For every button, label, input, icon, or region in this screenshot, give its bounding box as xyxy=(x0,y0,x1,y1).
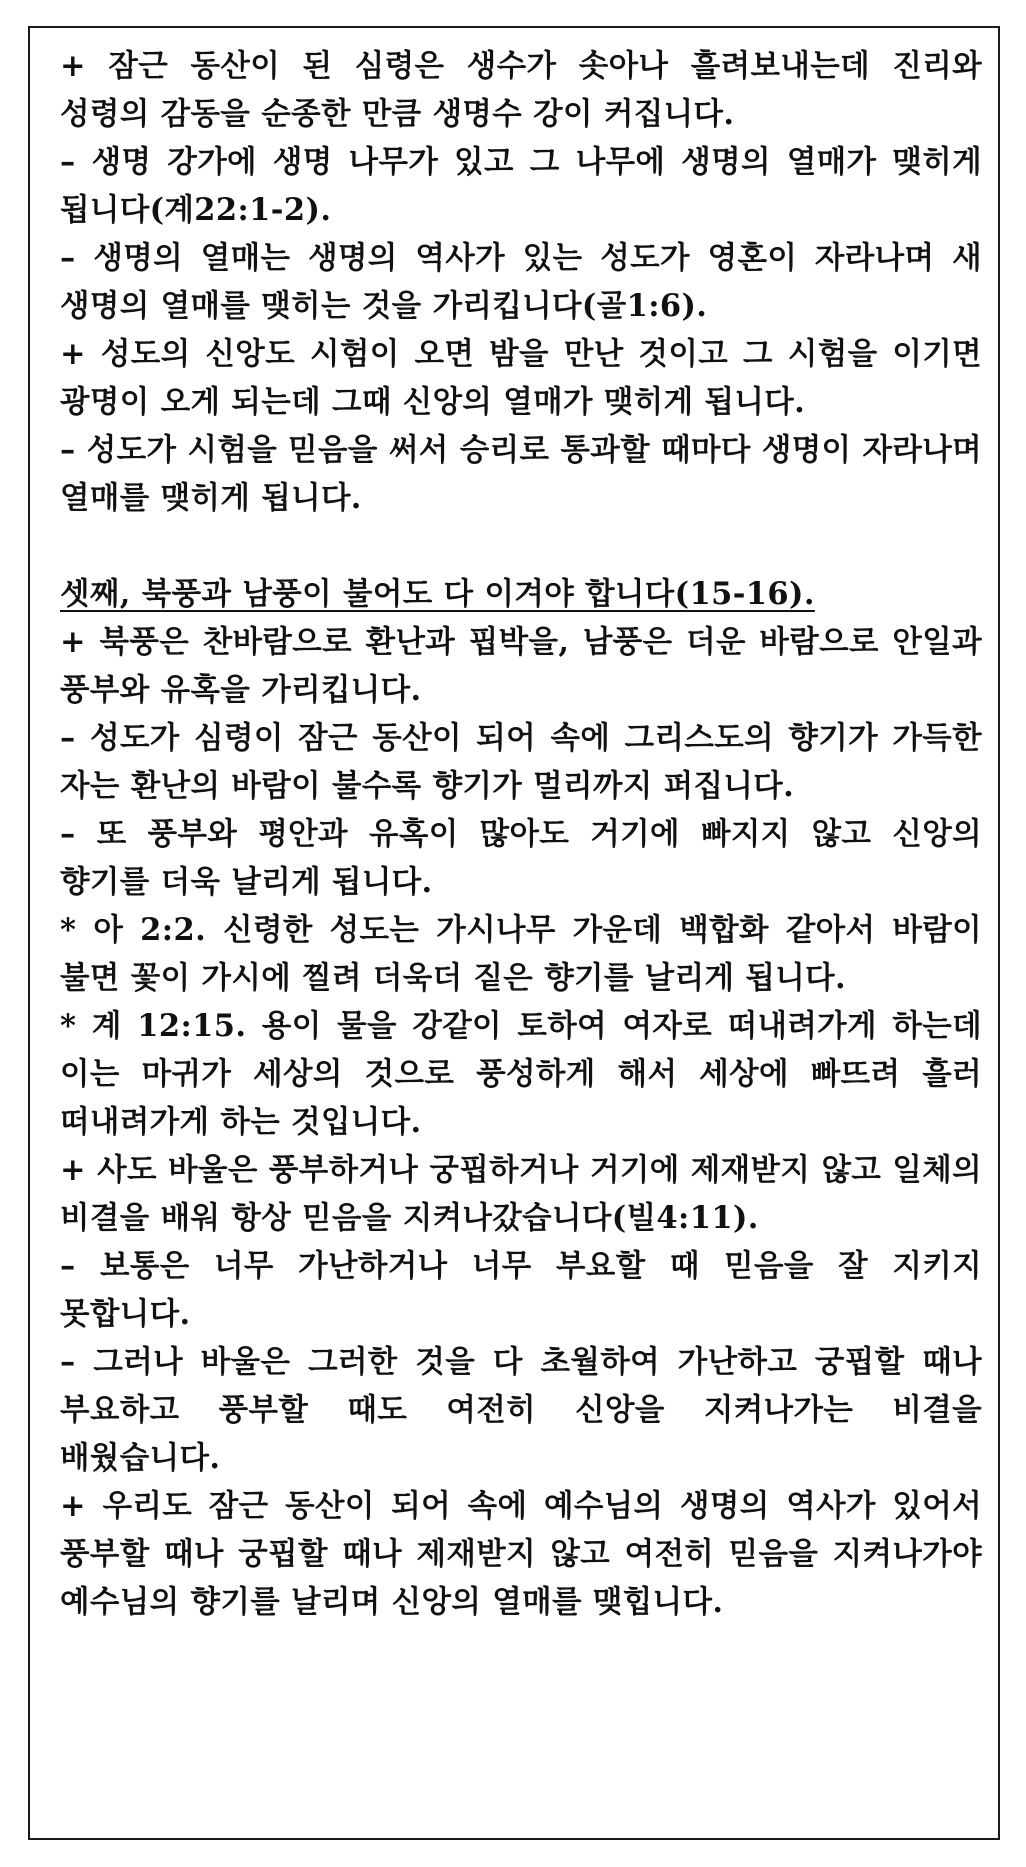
paragraph: – 보통은 너무 가난하거나 너무 부요할 때 믿음을 잘 지키지 못합니다. xyxy=(60,1248,982,1332)
paragraph: + 우리도 잠근 동산이 되어 속에 예수님의 생명의 역사가 있어서 풍부할 때나 궁핍할 때나 제재받지 않고 여전히 믿음을 지켜나가야 예수님의 향기를 날리며 신앙의 열매를 맺힙니다. xyxy=(60,1488,982,1620)
section-heading: 셋째, 북풍과 남풍이 불어도 다 이겨야 합니다(15-16). xyxy=(60,576,815,612)
document-frame xyxy=(28,26,1000,1840)
paragraph: + 성도의 신앙도 시험이 오면 밤을 만난 것이고 그 시험을 이기면 광명이 오게 되는데 그때 신앙의 열매가 맺히게 됩니다. xyxy=(60,336,982,420)
paragraph: – 생명의 열매는 생명의 역사가 있는 성도가 영혼이 자라나며 새 생명의 열매를 맺히는 것을 가리킵니다(골1:6). xyxy=(60,240,982,324)
document-body xyxy=(60,42,982,1626)
paragraph: – 그러나 바울은 그러한 것을 다 초월하여 가난하고 궁핍할 때나 부요하고 풍부할 때도 여전히 신앙을 지켜나가는 비결을 배웠습니다. xyxy=(60,1344,982,1476)
section-spacer xyxy=(60,522,982,570)
paragraph: + 사도 바울은 풍부하거나 궁핍하거나 거기에 제재받지 않고 일체의 비결을 배워 항상 믿음을 지켜나갔습니다(빌4:11). xyxy=(60,1152,982,1236)
paragraph: + 북풍은 찬바람으로 환난과 핍박을, 남풍은 더운 바람으로 안일과 풍부와 유혹을 가리킵니다. xyxy=(60,624,982,708)
paragraph: * 계 12:15. 용이 물을 강같이 토하여 여자로 떠내려가게 하는데 이는 마귀가 세상의 것으로 풍성하게 해서 세상에 빠뜨려 흘러 떠내려가게 하는 것입니다. xyxy=(60,1008,982,1140)
paragraph: + 잠근 동산이 된 심령은 생수가 솟아나 흘려보내는데 진리와 성령의 감동을 순종한 만큼 생명수 강이 커집니다. xyxy=(60,48,982,132)
paragraph: – 성도가 시험을 믿음을 써서 승리로 통과할 때마다 생명이 자라나며 열매를 맺히게 됩니다. xyxy=(60,432,982,516)
paragraph: – 생명 강가에 생명 나무가 있고 그 나무에 생명의 열매가 맺히게 됩니다(계22:1-2). xyxy=(60,144,982,228)
paragraph: – 성도가 심령이 잠근 동산이 되어 속에 그리스도의 향기가 가득한 자는 환난의 바람이 불수록 향기가 멀리까지 퍼집니다. xyxy=(60,720,982,804)
paragraph: * 아 2:2. 신령한 성도는 가시나무 가운데 백합화 같아서 바람이 불면 꽃이 가시에 찔려 더욱더 짙은 향기를 날리게 됩니다. xyxy=(60,912,982,996)
paragraph: – 또 풍부와 평안과 유혹이 많아도 거기에 빠지지 않고 신앙의 향기를 더욱 날리게 됩니다. xyxy=(60,816,982,900)
